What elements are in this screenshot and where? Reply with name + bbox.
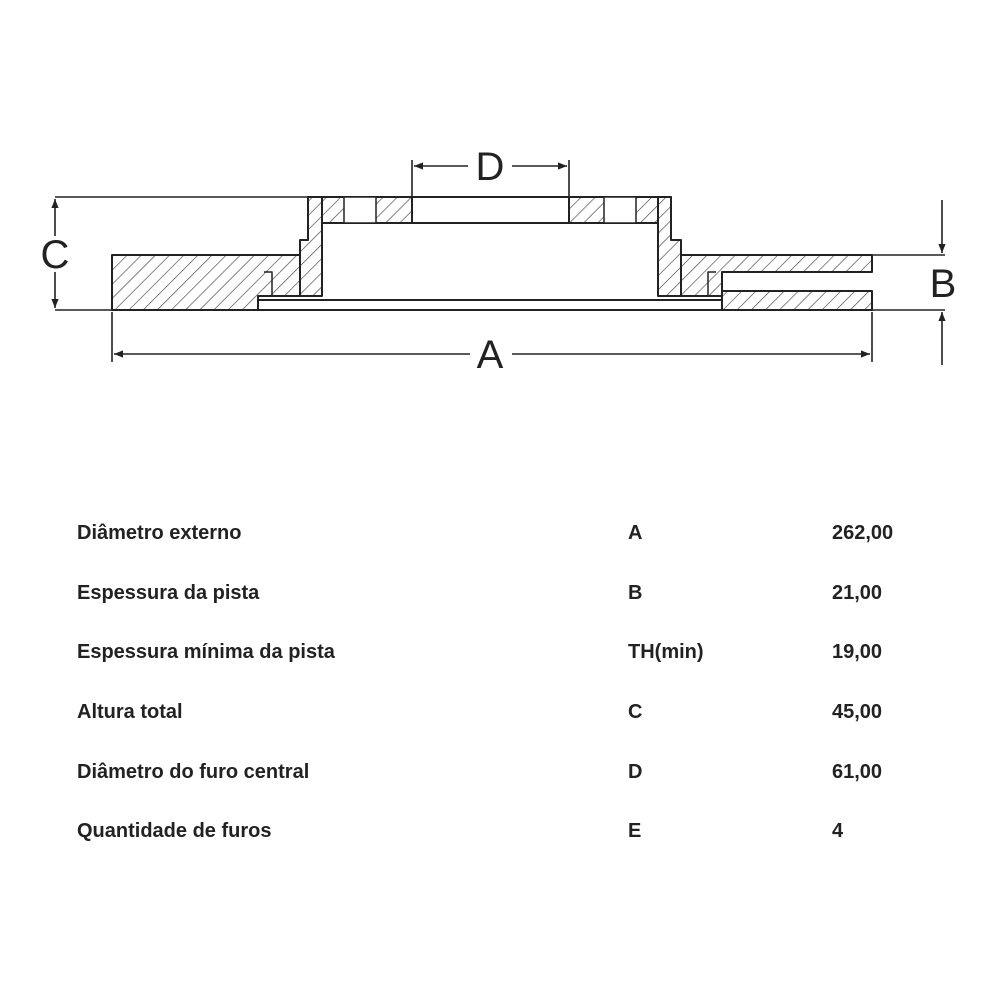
right-ring-upper-plate	[681, 255, 872, 296]
disc-section	[112, 197, 872, 310]
table-row	[77, 564, 937, 624]
spec-label: Quantidade de furos	[77, 820, 272, 843]
brake-disc-cross-section-drawing	[0, 0, 1000, 420]
spec-label: Espessura da pista	[77, 581, 260, 604]
table-row	[77, 504, 937, 564]
spec-code: E	[628, 820, 642, 843]
dim-label-b: B	[929, 262, 957, 306]
table-row	[77, 802, 937, 862]
spec-value: 262,00	[832, 522, 894, 545]
table-row	[77, 623, 937, 683]
spec-value: 45,00	[832, 701, 883, 724]
spec-code: C	[628, 701, 643, 724]
bolt-hole-right	[604, 197, 636, 223]
center-bore	[412, 197, 569, 223]
dim-label-d: D	[475, 145, 505, 189]
dim-label-a: A	[476, 333, 504, 377]
bolt-hole-left	[344, 197, 376, 223]
spec-value: 4	[832, 820, 844, 843]
dim-label-c: C	[40, 233, 70, 277]
vent-gap	[722, 272, 860, 291]
spec-value: 61,00	[832, 760, 883, 783]
hat-left-wall	[300, 197, 322, 296]
specifications-table	[77, 504, 937, 862]
spec-code: B	[628, 581, 643, 604]
spec-label: Espessura mínima da pista	[77, 641, 335, 664]
spec-label: Altura total	[77, 701, 183, 724]
right-ring-lower-plate	[722, 291, 872, 310]
spec-code: A	[628, 522, 643, 545]
hat-right-wall	[658, 197, 681, 296]
spec-value: 21,00	[832, 581, 883, 604]
spec-code: TH(min)	[628, 641, 704, 664]
spec-code: D	[628, 760, 643, 783]
table-row	[77, 742, 937, 802]
spec-value: 19,00	[832, 641, 883, 664]
inner-surface-line	[258, 300, 722, 310]
spec-label: Diâmetro do furo central	[77, 760, 310, 783]
table-row	[77, 683, 937, 743]
spec-label: Diâmetro externo	[77, 522, 242, 545]
